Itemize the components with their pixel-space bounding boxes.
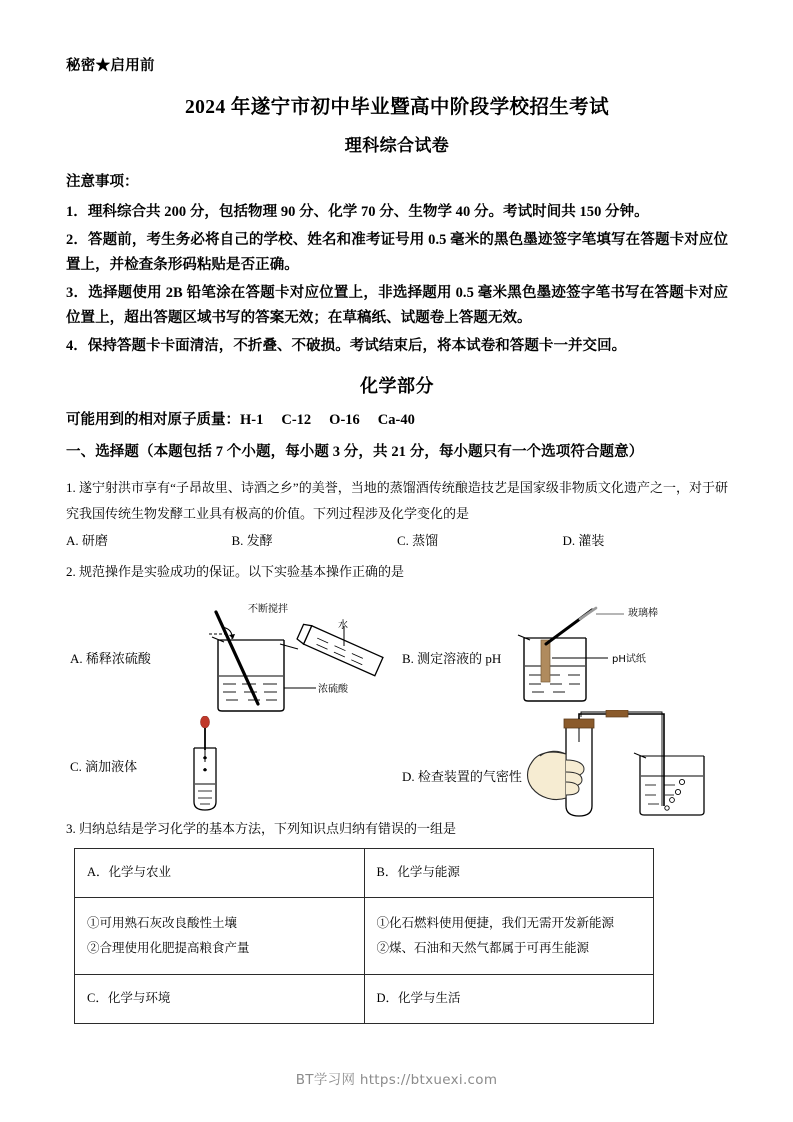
note-item: 4．保持答题卡卡面清洁，不折叠、不破损。考试结束后，将本试卷和答题卡一并交回。 [66, 337, 627, 354]
label-concentrated-sulfuric-acid: 浓硫酸 [318, 684, 348, 696]
add-liquid-dropper-diagram [172, 716, 252, 816]
table-row [75, 848, 654, 897]
figure-option-d-text: 检查装置的气密性 [417, 769, 522, 785]
page-title: 2024 年遂宁市初中毕业暨高中阶段学校招生考试 [185, 97, 609, 119]
note-item: 1．理科综合共 200 分，包括物理 90 分、化学 70 分、生物学 40 分。考试时间共 150 分钟。 [66, 203, 649, 220]
dilute-sulfuric-acid-diagram [176, 604, 406, 714]
figure-option-b-text: 测定溶液的 pH [417, 651, 502, 667]
table-cell-b-line-1: ①化石燃料使用便捷，我们无需开发新能源 [376, 916, 615, 931]
table-cell-b-line-2: ②煤、石油和天然气都属于可再生能源 [376, 940, 590, 955]
table-cell-a-header[interactable]: A．化学与农业 [75, 848, 365, 897]
option-b-letter: B. [231, 532, 244, 548]
label-glass-rod: 玻璃棒 [628, 608, 658, 620]
label-ph-paper: pH试纸 [612, 654, 646, 666]
note-item: 3．选择题使用 2B 铅笔涂在答题卡对应位置上，非选择题用 0.5 毫米黑色墨迹签字笔书写在答题卡对应位置上，超出答题区域书写的答案无效；在草稿纸、试题卷上答题无效。 [66, 284, 728, 326]
label-keep-stirring: 不断搅拌 [248, 604, 288, 616]
secret-notice: 秘密★启用前 [66, 58, 155, 74]
table-row [75, 897, 654, 974]
option-d-text: 灌装 [578, 532, 605, 548]
page-subtitle: 理科综合试卷 [344, 135, 450, 155]
option-d-letter: D. [562, 532, 576, 548]
option-a-letter: A. [66, 532, 79, 548]
atomic-mass-ca: Ca-40 [377, 411, 415, 428]
notes-heading: 注意事项： [66, 173, 139, 190]
dropper-test-tube-svg [172, 716, 252, 816]
question-1 [66, 475, 728, 526]
label-water: 水 [338, 620, 348, 632]
note-item: 2．答题前，考生务必将自己的学校、姓名和准考证号用 0.5 毫米的黑色墨迹签字笔填写在答题卡对应位置上，并检查条形码粘贴是否正确。 [66, 231, 728, 273]
figure-option-c-letter: C. [70, 759, 82, 775]
table-cell-d-header[interactable]: D．化学与生活 [364, 974, 654, 1023]
page-content [66, 58, 728, 1024]
footer-watermark: BT学习网 https://btxuexi.com [295, 1072, 498, 1088]
figure-option-b-letter: B. [402, 651, 414, 667]
atomic-mass-c: C-12 [281, 411, 312, 428]
figure-option-a[interactable] [70, 648, 151, 667]
section-title-chemistry: 化学部分 [360, 375, 434, 396]
airtightness-check-diagram [522, 710, 722, 820]
dilute-acid-svg [176, 604, 406, 714]
knowledge-summary-table [74, 848, 654, 1024]
table-cell-b-header[interactable]: B．化学与能源 [364, 848, 654, 897]
option-c[interactable] [397, 530, 563, 549]
figure-option-b[interactable] [402, 648, 501, 667]
table-row [75, 974, 654, 1023]
atomic-mass-o: O-16 [329, 411, 360, 428]
question-2-number: 2. [66, 563, 76, 579]
option-d[interactable] [563, 530, 729, 549]
figure-option-c-text: 滴加液体 [85, 759, 138, 775]
figure-option-a-text: 稀释浓硫酸 [85, 651, 151, 667]
atomic-mass-h: H-1 [240, 411, 264, 428]
option-b[interactable] [232, 530, 398, 549]
question-2-stem: 规范操作是实验成功的保证。以下实验基本操作正确的是 [79, 563, 405, 579]
part-one-heading: 一、选择题（本题包括 7 个小题，每小题 3 分，共 21 分，每小题只有一个选项符合题意） [66, 443, 644, 460]
table-cell-b-body [364, 897, 654, 974]
airtightness-svg [522, 710, 722, 820]
figure-option-d-letter: D. [402, 769, 415, 785]
option-c-letter: C. [397, 532, 409, 548]
table-cell-a-line-1: ①可用熟石灰改良酸性土壤 [87, 916, 238, 931]
figure-option-c[interactable] [70, 756, 137, 775]
question-1-number: 1. [66, 480, 76, 496]
table-cell-a-body [75, 897, 365, 974]
table-cell-c-header[interactable]: C．化学与环境 [75, 974, 365, 1023]
atomic-mass-label: 可能用到的相对原子质量： [66, 411, 240, 428]
question-1-options [66, 530, 728, 549]
figure-option-a-letter: A. [70, 651, 83, 667]
option-b-text: 发酵 [246, 532, 273, 548]
question-1-stem: 遂宁射洪市享有“子昂故里、诗酒之乡”的美誉，当地的蒸馏酒传统酿造技艺是国家级非物质文化遗产之一，对于研究我国传统生物发酵工业具有极高的价值。下列过程涉及化学变化的是 [66, 480, 729, 521]
question-2-figure-options [66, 588, 728, 816]
table-cell-a-line-2: ②合理使用化肥提高粮食产量 [87, 940, 250, 955]
figure-option-d[interactable] [402, 766, 522, 785]
question-3-stem: 归纳总结是学习化学的基本方法，下列知识点归纳有错误的一组是 [79, 821, 457, 837]
option-c-text: 蒸馏 [412, 532, 439, 548]
question-2 [66, 559, 728, 584]
question-3-number: 3. [66, 821, 76, 837]
relative-atomic-mass-line [66, 410, 728, 430]
option-a[interactable] [66, 530, 232, 549]
option-a-text: 研磨 [81, 532, 108, 548]
